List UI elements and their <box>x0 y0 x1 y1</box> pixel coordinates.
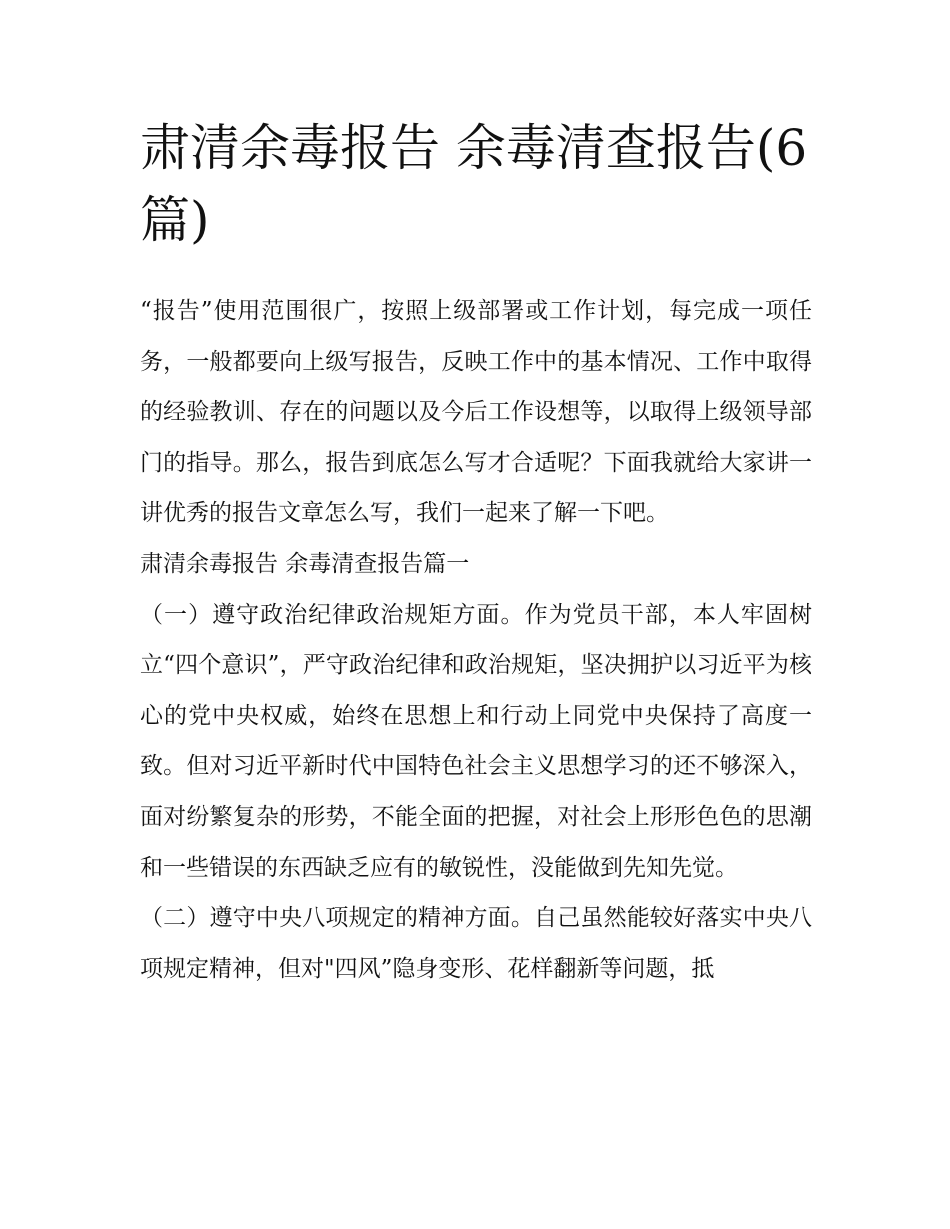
document-page <box>140 112 812 994</box>
document-title: 肃清余毒报告 余毒清查报告(6篇) <box>140 119 808 249</box>
section-paragraph-2: （二）遵守中央八项规定的精神方面。自己虽然能较好落实中央八项规定精神，但对"四风”隐身变形、花样翻新等问题，抵 <box>140 905 812 982</box>
document-body <box>140 286 812 994</box>
section-paragraph-1: （一）遵守政治纪律政治规矩方面。作为党员干部，本人牢固树立“四个意识”，严守政治纪律和政治规矩，坚决拥护以习近平为核心的党中央权威，始终在思想上和行动上同党中央保持了高度一致。但对习近平新时代中国特色社会主义思想学习的还不够深入，面对纷繁复杂的形势，不能全面的把握，对社会上形形色色的思潮和一些错误的东西缺乏应有的敏锐性，没能做到先知先觉。 <box>140 601 812 881</box>
section-heading: 肃清余毒报告 余毒清查报告篇一 <box>140 550 470 577</box>
intro-paragraph: “报告”使用范围很广，按照上级部署或工作计划，每完成一项任务，一般都要向上级写报告，反映工作中的基本情况、工作中取得的经验教训、存在的问题以及今后工作设想等，以取得上级领导部门的指导。那么，报告到底怎么写才合适呢？下面我就给大家讲一讲优秀的报告文章怎么写，我们一起来了解一下吧。 <box>140 298 812 527</box>
